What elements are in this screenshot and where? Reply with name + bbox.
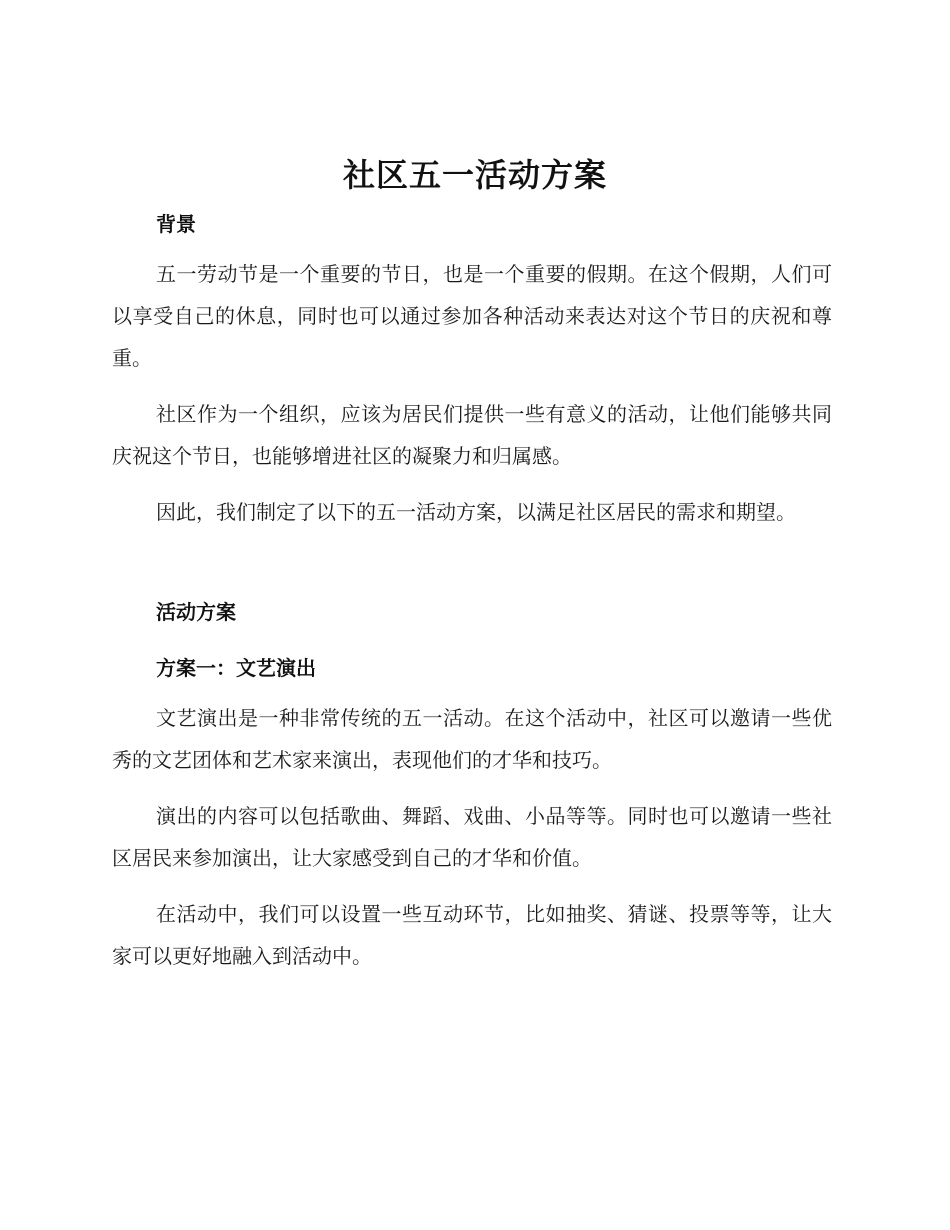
- paragraph: 文艺演出是一种非常传统的五一活动。在这个活动中，社区可以邀请一些优秀的文艺团体和艺术家来演出，表现他们的才华和技巧。: [112, 706, 832, 772]
- paragraph: 社区作为一个组织，应该为居民们提供一些有意义的活动，让他们能够共同庆祝这个节日，也能够增进社区的凝聚力和归属感。: [112, 402, 832, 468]
- subheading-plan-one: 方案一：文艺演出: [156, 656, 316, 680]
- paragraph: 五一劳动节是一个重要的节日，也是一个重要的假期。在这个假期，人们可以享受自己的休息，同时也可以通过参加各种活动来表达对这个节日的庆祝和尊重。: [112, 262, 832, 370]
- document-title: 社区五一活动方案: [342, 156, 607, 194]
- paragraph: 在活动中，我们可以设置一些互动环节，比如抽奖、猜谜、投票等等，让大家可以更好地融入到活动中。: [112, 902, 832, 968]
- section-heading-background: 背景: [156, 212, 196, 236]
- section-heading-plan: 活动方案: [156, 600, 236, 624]
- paragraph: 演出的内容可以包括歌曲、舞蹈、戏曲、小品等等。同时也可以邀请一些社区居民来参加演出，让大家感受到自己的才华和价值。: [112, 804, 832, 870]
- paragraph: 因此，我们制定了以下的五一活动方案，以满足社区居民的需求和期望。: [156, 500, 796, 524]
